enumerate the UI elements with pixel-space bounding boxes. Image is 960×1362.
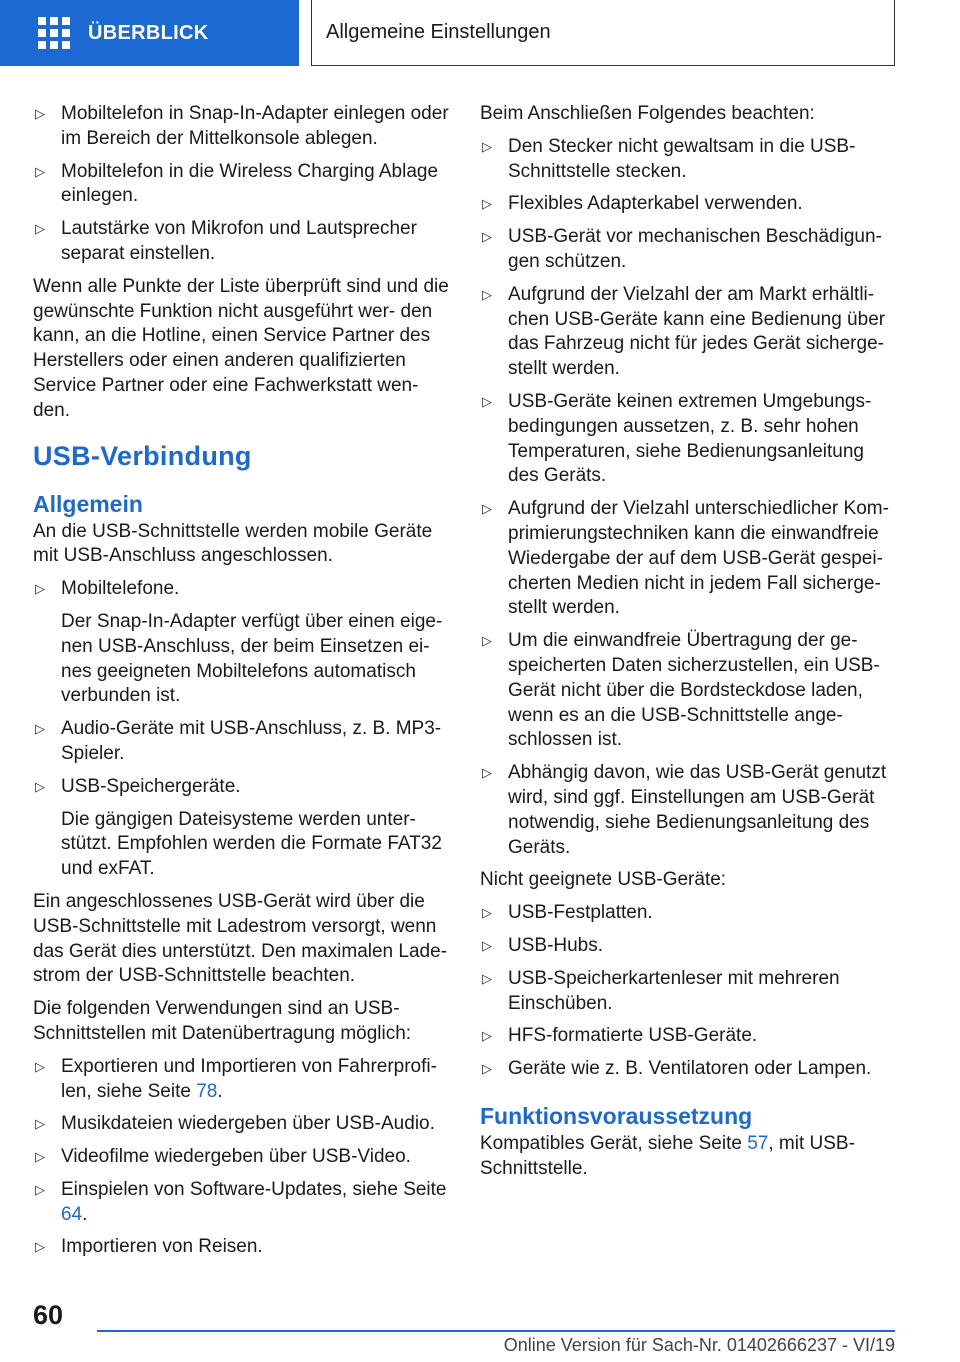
list-item: ▷ Mobiltelefone. Der Snap-In-Adapter verfügt über einen eige- nen USB-Anschluss, der beim Einsetzen ei- nes geeigneten Mobiltelefons automatisch verbunden ist. [33, 577, 451, 709]
list-item: ▷ Flexibles Adapterkabel verwenden. [480, 192, 898, 217]
triangle-bullet-icon: ▷ [35, 1239, 45, 1255]
triangle-bullet-icon: ▷ [482, 905, 492, 921]
triangle-bullet-icon: ▷ [35, 721, 45, 737]
footer-version-text: Online Version für Sach-Nr. 01402666237 - VI/19 [503, 1335, 895, 1355]
list-item: ▷ USB-Hubs. [480, 934, 898, 959]
triangle-bullet-icon: ▷ [482, 1061, 492, 1077]
triangle-bullet-icon: ▷ [35, 163, 45, 179]
triangle-bullet-icon: ▷ [482, 970, 492, 986]
triangle-bullet-icon: ▷ [35, 778, 45, 794]
usb-uses-list [33, 1055, 451, 1261]
list-item: ▷ Exportieren und Importieren von Fahrerprofi- len, siehe Seite 78. [35, 1055, 437, 1102]
overview-tab-label: ÜBERBLICK [88, 21, 209, 44]
left-column [33, 102, 451, 1268]
triangle-bullet-icon: ▷ [35, 106, 45, 121]
chapter-title: Allgemeine Einstellungen [311, 0, 895, 66]
list-item: ▷ USB-Geräte keinen extremen Umgebungs- bedingungen aussetzen, z. B. sehr hohen Temperaturen, siehe Bedienungsanleitung des Geräts. [482, 390, 872, 487]
overview-tab[interactable] [0, 0, 299, 66]
list-item: ▷ HFS-formatierte USB-Geräte. [480, 1024, 898, 1049]
list-item: ▷ USB-Speichergeräte. Die gängigen Dateisysteme werden unter- stützt. Empfohlen werden die Formate FAT32 und exFAT. [33, 775, 451, 882]
unsuitable-intro-paragraph: Nicht geeignete USB-Geräte: [480, 869, 727, 891]
section-title-usb: USB-Verbindung [33, 440, 252, 471]
triangle-bullet-icon: ▷ [35, 581, 45, 597]
triangle-bullet-icon: ▷ [482, 633, 492, 649]
list-item: ▷ Videofilme wiedergeben über USB-Video. [33, 1145, 451, 1170]
list-item: ▷ Audio-Geräte mit USB-Anschluss, z. B. MP3- Spieler. [35, 718, 442, 764]
triangle-bullet-icon: ▷ [482, 393, 492, 409]
list-item: ▷ Lautstärke von Mikrofon und Lautsprecher separat einstellen. [35, 218, 417, 264]
uses-paragraph: Die folgenden Verwendungen sind an USB- Schnittstellen mit Datenübertragung möglich: [33, 998, 412, 1044]
list-item: ▷ USB-Gerät vor mechanischen Beschädigun- gen schützen. [482, 226, 882, 272]
list-item: ▷ USB-Festplatten. [480, 901, 898, 926]
list-item: ▷ Einspielen von Software-Updates, siehe Seite 64. [35, 1178, 447, 1225]
usb-intro-paragraph: An die USB-Schnittstelle werden mobile Geräte mit USB-Anschluss angeschlossen. [33, 520, 433, 567]
list-item: ▷ Mobiltelefon in Snap-In-Adapter einlegen oder im Bereich der Mittelkonsole ablegen. [35, 103, 449, 149]
triangle-bullet-icon: ▷ [35, 221, 45, 237]
connect-intro-paragraph: Beim Anschließen Folgendes beachten: [480, 103, 815, 124]
page-link-78[interactable]: 78 [196, 1080, 218, 1102]
hotline-paragraph: Wenn alle Punkte der Liste überprüft sind und die gewünschte Funktion nicht ausgeführt wer- den kann, an die Hotline, einen Service Partner des Herstellers oder einen anderen qualifizierten Service Partner oder eine Fachwerkstatt wen- den. [33, 275, 449, 421]
list-item: ▷ Aufgrund der Vielzahl unterschiedlicher Kom- primierungstechniken kann die einwandfreie Wiedergabe der auf dem USB-Gerät gespei- cherten Medien nicht in jedem Fall sicherge- stellt werden. [482, 498, 889, 619]
list-item: ▷ Den Stecker nicht gewaltsam in die USB- Schnittstelle stecken. [482, 135, 856, 182]
footer-divider [97, 1330, 895, 1332]
list-item: ▷ USB-Speicherkartenleser mit mehreren Einschüben. [482, 967, 840, 1014]
list-item: ▷ Geräte wie z. B. Ventilatoren oder Lampen. [480, 1057, 898, 1082]
right-column [480, 102, 898, 1189]
triangle-bullet-icon: ▷ [482, 937, 492, 953]
list-item-detail: Die gängigen Dateisysteme werden unter- stützt. Empfohlen werden die Formate FAT32 und exFAT. [61, 808, 442, 880]
triangle-bullet-icon: ▷ [482, 286, 492, 302]
list-item: ▷ Mobiltelefon in die Wireless Charging Ablage einlegen. [35, 160, 439, 207]
requirements-paragraph: Kompatibles Gerät, siehe Seite 57, mit USB- Schnittstelle. [480, 1132, 855, 1179]
subsection-title-general: Allgemein [33, 490, 143, 517]
page-link-57[interactable]: 57 [747, 1132, 769, 1154]
list-item: ▷ Abhängig davon, wie das USB-Gerät genutzt wird, sind ggf. Einstellungen am USB-Gerät notwendig, siehe Bedienungsanleitung des Geräts. [482, 762, 887, 858]
triangle-bullet-icon: ▷ [482, 196, 492, 212]
triangle-bullet-icon: ▷ [482, 501, 492, 517]
grid-menu-icon [38, 17, 70, 49]
subsection-title-requirements: Funktionsvoraussetzung [480, 1102, 753, 1129]
triangle-bullet-icon: ▷ [35, 1181, 45, 1197]
charging-paragraph: Ein angeschlossenes USB-Gerät wird über die USB-Schnittstelle mit Ladestrom versorgt, wenn das Gerät dies unterstützt. Den maximalen Lade- strom der USB-Schnittstelle beachten. [33, 890, 447, 987]
triangle-bullet-icon: ▷ [482, 1028, 492, 1044]
triangle-bullet-icon: ▷ [35, 1149, 45, 1165]
unsuitable-devices-list [480, 901, 898, 1082]
connect-notes-list [480, 135, 898, 861]
triangle-bullet-icon: ▷ [482, 765, 492, 781]
phone-placement-list [33, 102, 451, 267]
triangle-bullet-icon: ▷ [35, 1058, 45, 1074]
page-link-64[interactable]: 64 [61, 1203, 83, 1225]
page-number: 60 [33, 1300, 64, 1330]
list-item-detail: Der Snap-In-Adapter verfügt über einen eige- nen USB-Anschluss, der beim Einsetzen ei- nes geeigneten Mobiltelefons automatisch verbunden ist. [61, 610, 443, 707]
triangle-bullet-icon: ▷ [482, 138, 492, 154]
list-item: ▷ Importieren von Reisen. [33, 1235, 451, 1260]
list-item: ▷ Um die einwandfreie Übertragung der ge- speicherten Daten sicherzustellen, ein USB- Gerät nicht über die Bordsteckdose laden, wenn es an die USB-Schnittstelle ange- schlossen ist. [482, 630, 880, 751]
usb-device-list [33, 577, 451, 882]
triangle-bullet-icon: ▷ [35, 1116, 45, 1132]
list-item: ▷ Musikdateien wiedergeben über USB-Audio. [33, 1112, 451, 1137]
list-item: ▷ Aufgrund der Vielzahl der am Markt erhältli- chen USB-Geräte kann eine Bedienung über das Fahrzeug nicht für jedes Gerät sicherge- stellt werden. [482, 283, 886, 380]
triangle-bullet-icon: ▷ [482, 229, 492, 245]
